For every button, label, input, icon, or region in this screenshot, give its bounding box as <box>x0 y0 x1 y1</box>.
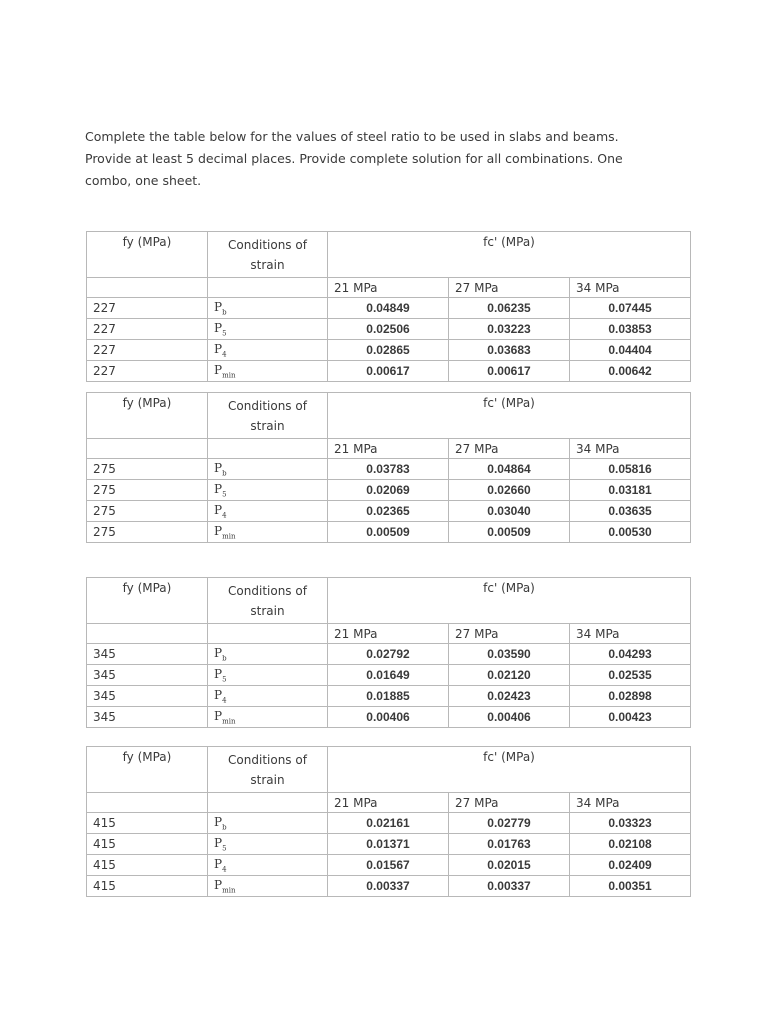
rho-symbol: P <box>214 320 223 335</box>
rho-symbol: P <box>214 708 223 723</box>
rho-subscript: 4 <box>222 865 227 874</box>
fy-value: 415 <box>87 834 208 855</box>
ratio-value-27mpa: 0.00406 <box>449 707 570 728</box>
rho-symbol: P <box>214 299 223 314</box>
ratio-value-34mpa: 0.03853 <box>570 319 691 340</box>
ratio-value-34mpa: 0.07445 <box>570 298 691 319</box>
ratio-value-21mpa: 0.02792 <box>328 644 449 665</box>
ratio-value-34mpa: 0.03635 <box>570 501 691 522</box>
ratio-value-34mpa: 0.03181 <box>570 480 691 501</box>
strain-condition <box>208 298 328 319</box>
blank-cell <box>208 793 328 813</box>
fc-27-header: 27 MPa <box>449 439 570 459</box>
ratio-value-27mpa: 0.03683 <box>449 340 570 361</box>
fy-header: fy (MPa) <box>87 747 208 793</box>
table-row <box>87 686 691 707</box>
strain-condition <box>208 522 328 543</box>
rho-symbol: P <box>214 645 223 660</box>
ratio-value-34mpa: 0.00351 <box>570 876 691 897</box>
fc-header: fc' (MPa) <box>328 232 691 278</box>
ratio-value-27mpa: 0.02015 <box>449 855 570 876</box>
ratio-value-21mpa: 0.01885 <box>328 686 449 707</box>
table-row <box>87 298 691 319</box>
ratio-value-27mpa: 0.02660 <box>449 480 570 501</box>
table-row <box>87 459 691 480</box>
rho-symbol: P <box>214 666 223 681</box>
steel-ratio-table-3 <box>86 577 691 728</box>
instructions-paragraph <box>85 126 685 192</box>
ratio-value-21mpa: 0.01567 <box>328 855 449 876</box>
strain-condition <box>208 686 328 707</box>
ratio-value-21mpa: 0.02161 <box>328 813 449 834</box>
fy-header: fy (MPa) <box>87 393 208 439</box>
fc-header: fc' (MPa) <box>328 747 691 793</box>
ratio-value-21mpa: 0.01649 <box>328 665 449 686</box>
fy-value: 345 <box>87 665 208 686</box>
ratio-value-27mpa: 0.02120 <box>449 665 570 686</box>
conditions-header-line-1: Conditions of <box>228 584 307 598</box>
rho-subscript: min <box>222 717 236 726</box>
ratio-value-34mpa: 0.00423 <box>570 707 691 728</box>
fy-header: fy (MPa) <box>87 578 208 624</box>
rho-subscript: 5 <box>222 329 227 338</box>
rho-subscript: 4 <box>222 350 227 359</box>
conditions-header <box>208 232 328 278</box>
ratio-value-34mpa: 0.02898 <box>570 686 691 707</box>
ratio-value-21mpa: 0.02069 <box>328 480 449 501</box>
fc-header: fc' (MPa) <box>328 393 691 439</box>
rho-symbol: P <box>214 523 223 538</box>
ratio-value-27mpa: 0.02779 <box>449 813 570 834</box>
strain-condition <box>208 501 328 522</box>
conditions-header <box>208 578 328 624</box>
strain-condition <box>208 813 328 834</box>
fy-value: 227 <box>87 361 208 382</box>
steel-ratio-table-2 <box>86 392 691 543</box>
fy-value: 227 <box>87 340 208 361</box>
rho-symbol: P <box>214 856 223 871</box>
ratio-value-34mpa: 0.03323 <box>570 813 691 834</box>
fc-27-header: 27 MPa <box>449 624 570 644</box>
strain-condition <box>208 876 328 897</box>
conditions-header-line-1: Conditions of <box>228 238 307 252</box>
fy-value: 275 <box>87 522 208 543</box>
steel-ratio-table-1 <box>86 231 691 382</box>
fy-value: 227 <box>87 319 208 340</box>
fy-value: 415 <box>87 876 208 897</box>
instructions-line-3: combo, one sheet. <box>85 173 202 188</box>
rho-symbol: P <box>214 814 223 829</box>
ratio-value-27mpa: 0.00617 <box>449 361 570 382</box>
table-row <box>87 834 691 855</box>
fc-21-header: 21 MPa <box>328 624 449 644</box>
rho-subscript: min <box>222 886 236 895</box>
conditions-header-line-2: strain <box>250 419 285 433</box>
fy-value: 345 <box>87 644 208 665</box>
table-row <box>87 876 691 897</box>
header-row <box>87 747 691 793</box>
strain-condition <box>208 480 328 501</box>
ratio-value-21mpa: 0.00337 <box>328 876 449 897</box>
rho-subscript: b <box>222 823 227 832</box>
conditions-header <box>208 747 328 793</box>
fy-value: 275 <box>87 459 208 480</box>
rho-subscript: min <box>222 532 236 541</box>
fc-header: fc' (MPa) <box>328 578 691 624</box>
ratio-value-34mpa: 0.02108 <box>570 834 691 855</box>
rho-symbol: P <box>214 481 223 496</box>
steel-ratio-table-4 <box>86 746 691 897</box>
rho-subscript: 5 <box>222 490 227 499</box>
fc-27-header: 27 MPa <box>449 793 570 813</box>
rho-subscript: min <box>222 371 236 380</box>
header-row <box>87 232 691 278</box>
ratio-value-27mpa: 0.03590 <box>449 644 570 665</box>
table-row <box>87 361 691 382</box>
table-row <box>87 665 691 686</box>
fy-value: 227 <box>87 298 208 319</box>
ratio-value-27mpa: 0.03040 <box>449 501 570 522</box>
conditions-header-line-1: Conditions of <box>228 753 307 767</box>
instructions-line-2: Provide at least 5 decimal places. Provide complete solution for all combinations. One <box>85 151 623 166</box>
blank-cell <box>87 793 208 813</box>
ratio-value-27mpa: 0.03223 <box>449 319 570 340</box>
ratio-value-21mpa: 0.04849 <box>328 298 449 319</box>
strain-condition <box>208 340 328 361</box>
fy-value: 275 <box>87 501 208 522</box>
table-row <box>87 644 691 665</box>
table-row <box>87 522 691 543</box>
rho-subscript: b <box>222 654 227 663</box>
ratio-value-21mpa: 0.01371 <box>328 834 449 855</box>
strain-condition <box>208 459 328 480</box>
strength-row <box>87 793 691 813</box>
fc-34-header: 34 MPa <box>570 624 691 644</box>
blank-cell <box>208 439 328 459</box>
table-row <box>87 480 691 501</box>
strength-row <box>87 278 691 298</box>
ratio-value-34mpa: 0.05816 <box>570 459 691 480</box>
rho-subscript: 4 <box>222 511 227 520</box>
strain-condition <box>208 707 328 728</box>
rho-subscript: b <box>222 308 227 317</box>
strain-condition <box>208 644 328 665</box>
ratio-value-34mpa: 0.00530 <box>570 522 691 543</box>
ratio-value-34mpa: 0.04404 <box>570 340 691 361</box>
conditions-header <box>208 393 328 439</box>
header-row <box>87 578 691 624</box>
strain-condition <box>208 361 328 382</box>
fy-value: 415 <box>87 855 208 876</box>
ratio-value-21mpa: 0.02506 <box>328 319 449 340</box>
rho-subscript: 5 <box>222 844 227 853</box>
strain-condition <box>208 855 328 876</box>
conditions-header-line-2: strain <box>250 773 285 787</box>
ratio-value-27mpa: 0.00337 <box>449 876 570 897</box>
fy-value: 275 <box>87 480 208 501</box>
table-row <box>87 707 691 728</box>
ratio-value-34mpa: 0.02535 <box>570 665 691 686</box>
rho-symbol: P <box>214 362 223 377</box>
blank-cell <box>208 278 328 298</box>
strength-row <box>87 624 691 644</box>
rho-symbol: P <box>214 502 223 517</box>
conditions-header-line-1: Conditions of <box>228 399 307 413</box>
fc-21-header: 21 MPa <box>328 793 449 813</box>
ratio-value-34mpa: 0.02409 <box>570 855 691 876</box>
fc-21-header: 21 MPa <box>328 439 449 459</box>
fc-34-header: 34 MPa <box>570 439 691 459</box>
header-row <box>87 393 691 439</box>
strain-condition <box>208 319 328 340</box>
fc-34-header: 34 MPa <box>570 278 691 298</box>
ratio-value-27mpa: 0.06235 <box>449 298 570 319</box>
conditions-header-line-2: strain <box>250 258 285 272</box>
table-row <box>87 501 691 522</box>
ratio-value-27mpa: 0.00509 <box>449 522 570 543</box>
fc-21-header: 21 MPa <box>328 278 449 298</box>
blank-cell <box>87 624 208 644</box>
fy-value: 345 <box>87 686 208 707</box>
rho-subscript: b <box>222 469 227 478</box>
rho-symbol: P <box>214 687 223 702</box>
rho-symbol: P <box>214 877 223 892</box>
rho-subscript: 5 <box>222 675 227 684</box>
fy-value: 415 <box>87 813 208 834</box>
table-row <box>87 813 691 834</box>
strength-row <box>87 439 691 459</box>
ratio-value-27mpa: 0.02423 <box>449 686 570 707</box>
table-row <box>87 855 691 876</box>
table-row <box>87 340 691 361</box>
ratio-value-21mpa: 0.03783 <box>328 459 449 480</box>
ratio-value-27mpa: 0.04864 <box>449 459 570 480</box>
ratio-value-21mpa: 0.00617 <box>328 361 449 382</box>
fy-header: fy (MPa) <box>87 232 208 278</box>
ratio-value-21mpa: 0.02365 <box>328 501 449 522</box>
ratio-value-21mpa: 0.00509 <box>328 522 449 543</box>
conditions-header-line-2: strain <box>250 604 285 618</box>
fc-27-header: 27 MPa <box>449 278 570 298</box>
ratio-value-34mpa: 0.00642 <box>570 361 691 382</box>
ratio-value-34mpa: 0.04293 <box>570 644 691 665</box>
blank-cell <box>87 278 208 298</box>
strain-condition <box>208 834 328 855</box>
strain-condition <box>208 665 328 686</box>
rho-subscript: 4 <box>222 696 227 705</box>
ratio-value-27mpa: 0.01763 <box>449 834 570 855</box>
instructions-line-1: Complete the table below for the values of steel ratio to be used in slabs and beams. <box>85 129 619 144</box>
rho-symbol: P <box>214 341 223 356</box>
fy-value: 345 <box>87 707 208 728</box>
fc-34-header: 34 MPa <box>570 793 691 813</box>
blank-cell <box>87 439 208 459</box>
table-row <box>87 319 691 340</box>
ratio-value-21mpa: 0.02865 <box>328 340 449 361</box>
blank-cell <box>208 624 328 644</box>
ratio-value-21mpa: 0.00406 <box>328 707 449 728</box>
rho-symbol: P <box>214 460 223 475</box>
rho-symbol: P <box>214 835 223 850</box>
